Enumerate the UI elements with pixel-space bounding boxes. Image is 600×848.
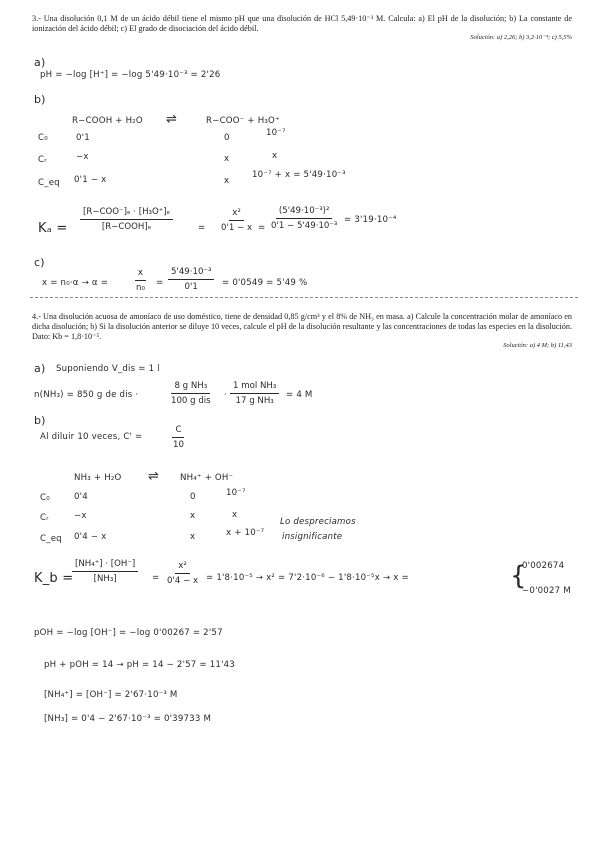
p4-frac1-denominator: 100 g dis [171, 396, 211, 406]
p3-part-b-label: b) [34, 93, 46, 106]
p3-ka-frac2-denominator: 0'1 − x [221, 223, 253, 233]
problem-3-statement: 3.- Una disolución 0,1 M de un ácido débil tiene el mismo pH que una disolución de HCl 5,49·10⁻³ M. Calcula: a) El pH de la disolución; b) La constante de ionización del ácido débil; c) El grado de disociación del ácido débil. [32, 14, 572, 33]
p4-row-label: C_eq [40, 534, 62, 544]
p4-nh3-line: [NH₃] = 0'4 − 2'67·10⁻³ = 0'39733 M [44, 714, 212, 724]
p4-fraction-dot: · [224, 390, 227, 400]
p4-row-base: 0'4 − x [74, 532, 107, 542]
p3-alpha-frac2-numerator: 5'49·10⁻³ [168, 267, 214, 280]
p4-row-label: Cᵣ [40, 513, 49, 523]
p4-kb-fraction [72, 559, 138, 584]
p4-kb-numerator: [NH₄⁺] · [OH⁻] [72, 559, 138, 572]
p3-ph-line: pH = −log [H⁺] = −log 5'49·10⁻³ = 2'26 [40, 70, 221, 80]
p3-ka-denominator: [R−COOH]ₑ [101, 222, 152, 232]
equilibrium-arrow-icon: ⇌ [166, 112, 177, 127]
p4-suppose: Suponiendo V_dis = 1 l [56, 364, 160, 374]
p3-alpha-fraction-1 [133, 268, 148, 293]
p3-ka-frac2-numerator: x² [229, 208, 244, 221]
p3-ka-fraction-2 [218, 208, 255, 233]
p4-frac2-numerator: 1 mol NH₃ [230, 381, 279, 394]
p4-dilute: Al diluir 10 veces, C' = [40, 432, 143, 442]
p3-row-anion: x [224, 154, 230, 164]
p3-row-h3o: x [272, 151, 278, 161]
p4-kb-fraction-2 [164, 561, 201, 586]
p3-reaction-rhs: R−COO⁻ + H₃O⁺ [206, 116, 280, 126]
p3-row-label: Cᵣ [38, 155, 47, 165]
equilibrium-arrow-icon: ⇌ [148, 469, 159, 484]
p4-row-cation: 0 [190, 492, 196, 502]
problem-3-solution: Solución: a) 2,26; b) 3,2·10⁻⁴; c) 5,5% [470, 34, 572, 41]
p4-kb-denominator: [NH₃] [93, 574, 117, 584]
problem-4-statement-block [32, 312, 572, 350]
p3-row-anion: x [224, 176, 230, 186]
p4-moles-result: = 4 M [286, 390, 313, 400]
p3-ka-equals-2: = [258, 223, 266, 233]
p3-alpha-frac1-denominator: n₀ [136, 283, 145, 293]
p3-row-h3o: 10⁻⁷ [266, 128, 286, 138]
p4-moles-lhs: n(NH₃) = 850 g de dis · [34, 390, 139, 400]
p4-reaction-rhs: NH₄⁺ + OH⁻ [180, 473, 234, 483]
p4-fraction-2 [230, 381, 279, 406]
p4-dilute-denominator: 10 [173, 440, 184, 450]
p4-note-line-2: insignificante [282, 532, 343, 542]
p3-alpha-equals: = [156, 278, 164, 288]
p3-alpha-frac2-denominator: 0'1 [184, 282, 198, 292]
p3-part-c-label: c) [34, 256, 45, 269]
p3-ka-result: = 3'19·10⁻⁴ [344, 215, 397, 225]
p3-ka-fraction [80, 207, 173, 232]
p3-alpha-lhs: x = n₀·α → α = [42, 278, 109, 288]
p3-alpha-result: = 0'0549 = 5'49 % [222, 278, 308, 288]
p3-row-label: C_eq [38, 178, 60, 188]
p4-kb-equals: = [152, 573, 160, 583]
p4-root-positive: 0'002674 [522, 561, 565, 571]
p4-dilute-numerator: C [172, 425, 184, 438]
p4-row-base: −x [74, 511, 87, 521]
p3-row-label: C₀ [38, 133, 48, 143]
p4-row-label: C₀ [40, 493, 50, 503]
p3-row-acid: −x [76, 152, 89, 162]
p4-kb-symbol: K_b = [34, 571, 74, 586]
p4-kb-tail: = 1'8·10⁻⁵ → x² = 7'2·10⁻⁶ − 1'8·10⁻⁵x → x = [206, 573, 409, 583]
p4-row-cation: x [190, 511, 196, 521]
p3-part-a-label: a) [34, 56, 46, 69]
p3-alpha-fraction-2 [168, 267, 214, 292]
p3-ka-equals-1: = [198, 223, 206, 233]
p3-row-acid: 0'1 [76, 133, 90, 143]
root-brace-icon: { [510, 561, 527, 591]
problem-4-solution: Solución: a) 4 M; b) 11,43 [503, 342, 572, 349]
p3-ka-fraction-3 [268, 206, 340, 231]
p4-part-b-label: b) [34, 414, 46, 427]
p3-row-acid: 0'1 − x [74, 175, 107, 185]
p4-nh4-line: [NH₄⁺] = [OH⁻] = 2'67·10⁻³ M [44, 690, 178, 700]
p3-row-anion: 0 [224, 133, 230, 143]
p4-kb-frac2-numerator: x² [175, 561, 190, 574]
p4-row-oh: x + 10⁻⁷ [226, 528, 265, 538]
p3-ka-frac3-numerator: (5'49·10⁻³)² [276, 206, 333, 219]
section-divider [30, 297, 578, 298]
p4-fraction-1 [168, 381, 214, 406]
p4-root-negative: −0'0027 M [522, 586, 571, 596]
p4-frac2-denominator: 17 g NH₃ [235, 396, 274, 406]
p4-kb-frac2-denominator: 0'4 − x [167, 576, 199, 586]
p3-reaction-lhs: R−COOH + H₂O [72, 116, 143, 126]
p4-frac1-numerator: 8 g NH₃ [171, 381, 210, 394]
p4-row-oh: 10⁻⁷ [226, 488, 246, 498]
p4-poh-line: pOH = −log [OH⁻] = −log 0'00267 = 2'57 [34, 628, 223, 638]
problem-3-statement-block [32, 14, 572, 42]
p4-part-a-label: a) [34, 362, 46, 375]
p4-dilute-fraction [170, 425, 187, 450]
problem-4-statement: 4.- Una disolución acuosa de amoníaco de uso doméstico, tiene de densidad 0,85 g/cm³ y el 8% de NH₃ en masa. a) Calcule la concentración molar de amoníaco en dicha disolución; b) Si la disolución anterior se diluye 10 veces, calcule el pH de la disolución resultante y las concentraciones de todas las especies en la disolución. Dato: Kb = 1,8·10⁻⁵. [32, 312, 572, 341]
p4-row-oh: x [232, 510, 238, 520]
p4-ph-line: pH + pOH = 14 → pH = 14 − 2'57 = 11'43 [44, 660, 235, 670]
p4-row-cation: x [190, 532, 196, 542]
p4-note-line-1: Lo despreciamos [280, 517, 356, 527]
p3-ka-symbol: Kₐ = [38, 221, 68, 236]
p3-ka-numerator: [R−COO⁻]ₑ · [H₃O⁺]ₑ [80, 207, 173, 220]
p4-reaction-lhs: NH₃ + H₂O [74, 473, 122, 483]
p3-ka-frac3-denominator: 0'1 − 5'49·10⁻³ [271, 221, 338, 231]
p4-row-base: 0'4 [74, 492, 88, 502]
p3-alpha-frac1-numerator: x [135, 268, 146, 281]
p3-row-h3o: 10⁻⁷ + x = 5'49·10⁻³ [252, 170, 346, 180]
